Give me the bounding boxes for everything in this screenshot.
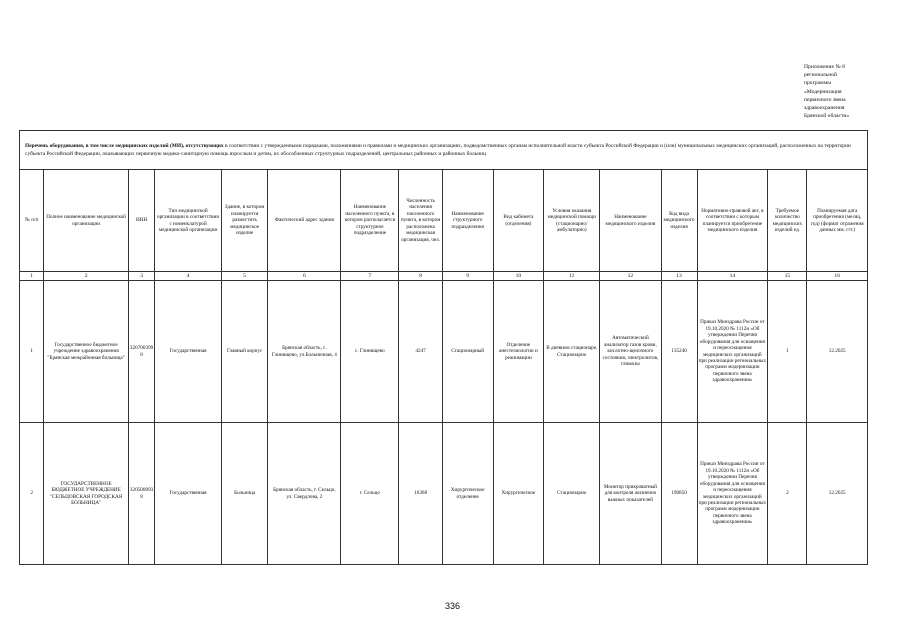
column-header: Полное наименование медицинской организации bbox=[44, 170, 129, 272]
column-header: Наименование медицинского изделия bbox=[600, 170, 661, 272]
column-header: Наименование структурного подразделения bbox=[442, 170, 493, 272]
cell-population: 16368 bbox=[399, 423, 442, 565]
column-number: 3 bbox=[128, 272, 154, 281]
cell-locality: с. Глинищево bbox=[341, 281, 399, 423]
column-header: Код вида медицинского изделия bbox=[661, 170, 697, 272]
column-number: 6 bbox=[268, 272, 341, 281]
table-row bbox=[20, 281, 868, 423]
cell-inn: 3207003998 bbox=[128, 281, 154, 423]
column-header: Численность населения населенного пункта, в котором расположена медицинская организация, чел. bbox=[399, 170, 442, 272]
column-number: 4 bbox=[155, 272, 222, 281]
cell-inn: 3205000938 bbox=[128, 423, 154, 565]
cell-building: Главный корпус bbox=[221, 281, 268, 423]
cell-type: Государственная bbox=[155, 423, 222, 565]
column-number: 12 bbox=[600, 272, 661, 281]
column-number: 9 bbox=[442, 272, 493, 281]
table-title-bold: Перечень оборудования, в том числе медицинских изделий (МИ), отсутствующих bbox=[25, 142, 224, 149]
cell-device: Автоматический анализатор газов крови, кислотно-щелочного состояния, электролитов, глюкозы bbox=[600, 281, 661, 423]
cell-type: Государственная bbox=[155, 281, 222, 423]
column-header: Фактический адрес здания bbox=[268, 170, 341, 272]
cell-unit: Хирургическое отделение bbox=[442, 423, 493, 565]
cell-date: 12.2025 bbox=[807, 423, 868, 565]
cell-code: 190850 bbox=[661, 423, 697, 565]
column-number: 8 bbox=[399, 272, 442, 281]
column-header: Вид кабинета (отделения) bbox=[493, 170, 544, 272]
column-number: 1 bbox=[20, 272, 44, 281]
cell-cabinet: Хирургическое bbox=[493, 423, 544, 565]
column-header: Требуемое количество медицинских изделий ед. bbox=[768, 170, 807, 272]
table-title-rest: в соответствии с утвержденными порядками, положениями и правилами и медицинских организациях, подведомственных органам исполнительной власти субъекта Российской Федерации и (или) муниципальных медицинских организаций, расположенных на территории субъекта Российской Федерации, оказывающих первичную медико-санитарную помощь взрослым и детям, их обособленных структурных подразделений, центральных районных и районных больниц bbox=[25, 142, 851, 157]
column-number: 2 bbox=[44, 272, 129, 281]
column-header: Планируемая дата приобретения (месяц, год) (формат отражения данных мм. ггг.) bbox=[807, 170, 868, 272]
cell-address: Брянская область, с. Глинищево, ул.Больничная, 4 bbox=[268, 281, 341, 423]
page-number: 336 bbox=[444, 601, 461, 611]
cell-org: ГОСУДАРСТВЕННОЕ БЮДЖЕТНОЕ УЧРЕЖДЕНИЕ "СЕЛЬЦОВСКАЯ ГОРОДСКАЯ БОЛЬНИЦА" bbox=[44, 423, 129, 565]
cell-device: Монитор прикроватный для контроля жизненно важных показателей bbox=[600, 423, 661, 565]
column-number: 5 bbox=[221, 272, 268, 281]
column-number: 11 bbox=[544, 272, 600, 281]
cell-num: 1 bbox=[20, 281, 44, 423]
cell-qty: 2 bbox=[768, 423, 807, 565]
cell-building: Больница bbox=[221, 423, 268, 565]
table-row bbox=[20, 423, 868, 565]
column-number: 14 bbox=[697, 272, 768, 281]
column-header: ИНН bbox=[128, 170, 154, 272]
cell-qty: 1 bbox=[768, 281, 807, 423]
column-header: Нормативно-правовой акт, в соответствии с которым планируется приобретение медицинского изделия bbox=[697, 170, 768, 272]
cell-unit: Стационарный bbox=[442, 281, 493, 423]
cell-date: 12.2025 bbox=[807, 281, 868, 423]
cell-locality: г. Сельцо bbox=[341, 423, 399, 565]
cell-population: 4247 bbox=[399, 281, 442, 423]
column-number: 13 bbox=[661, 272, 697, 281]
column-header: Здание, в котором планируется разместить медицинское изделие bbox=[221, 170, 268, 272]
column-number: 16 bbox=[807, 272, 868, 281]
column-header: Наименование населенного пункта, в котором располагается структурное подразделение bbox=[341, 170, 399, 272]
column-number: 7 bbox=[341, 272, 399, 281]
table-body bbox=[20, 281, 868, 565]
column-number-row bbox=[20, 272, 868, 281]
column-number: 10 bbox=[493, 272, 544, 281]
cell-num: 2 bbox=[20, 423, 44, 565]
appendix-note: Приложение № 8 региональной программы «Модернизация первичного звена здравоохранения Брянской области» bbox=[804, 64, 850, 120]
cell-cabinet: Отделение анестезиологии и реанимации bbox=[493, 281, 544, 423]
column-header: Тип медицинской организации в соответствии с номенклатурой медицинской организации bbox=[155, 170, 222, 272]
cell-conditions: Стационарно bbox=[544, 423, 600, 565]
cell-org: Государственное бюджетное учреждение здравоохранения "Брянская межрайонная больница" bbox=[44, 281, 129, 423]
cell-address: Брянская область, г. Сельцо, ул. Свердлова, 2 bbox=[268, 423, 341, 565]
cell-conditions: В дневном стационаре, Стационарно bbox=[544, 281, 600, 423]
cell-act: Приказ Минздрава России от 19.10.2020 № 1112н «Об утверждении Перечня оборудования для оснащения и переоснащения медицинских организаций при реализации региональных программ модернизации первичного звена здравоохранения» bbox=[697, 423, 768, 565]
cell-code: 135240 bbox=[661, 281, 697, 423]
table-title-row bbox=[20, 131, 868, 170]
cell-act: Приказ Минздрава России от 19.10.2020 № 1112н «Об утверждении Перечня оборудования для оснащения и переоснащения медицинских организаций при реализации региональных программ модернизации первичного звена здравоохранения» bbox=[697, 281, 768, 423]
column-header: Условия оказания медицинской помощи (стационарно/амбулаторно) bbox=[544, 170, 600, 272]
column-header-row bbox=[20, 170, 868, 272]
column-number: 15 bbox=[768, 272, 807, 281]
equipment-table bbox=[19, 130, 868, 565]
column-header: № п/п bbox=[20, 170, 44, 272]
table-title bbox=[20, 131, 868, 170]
